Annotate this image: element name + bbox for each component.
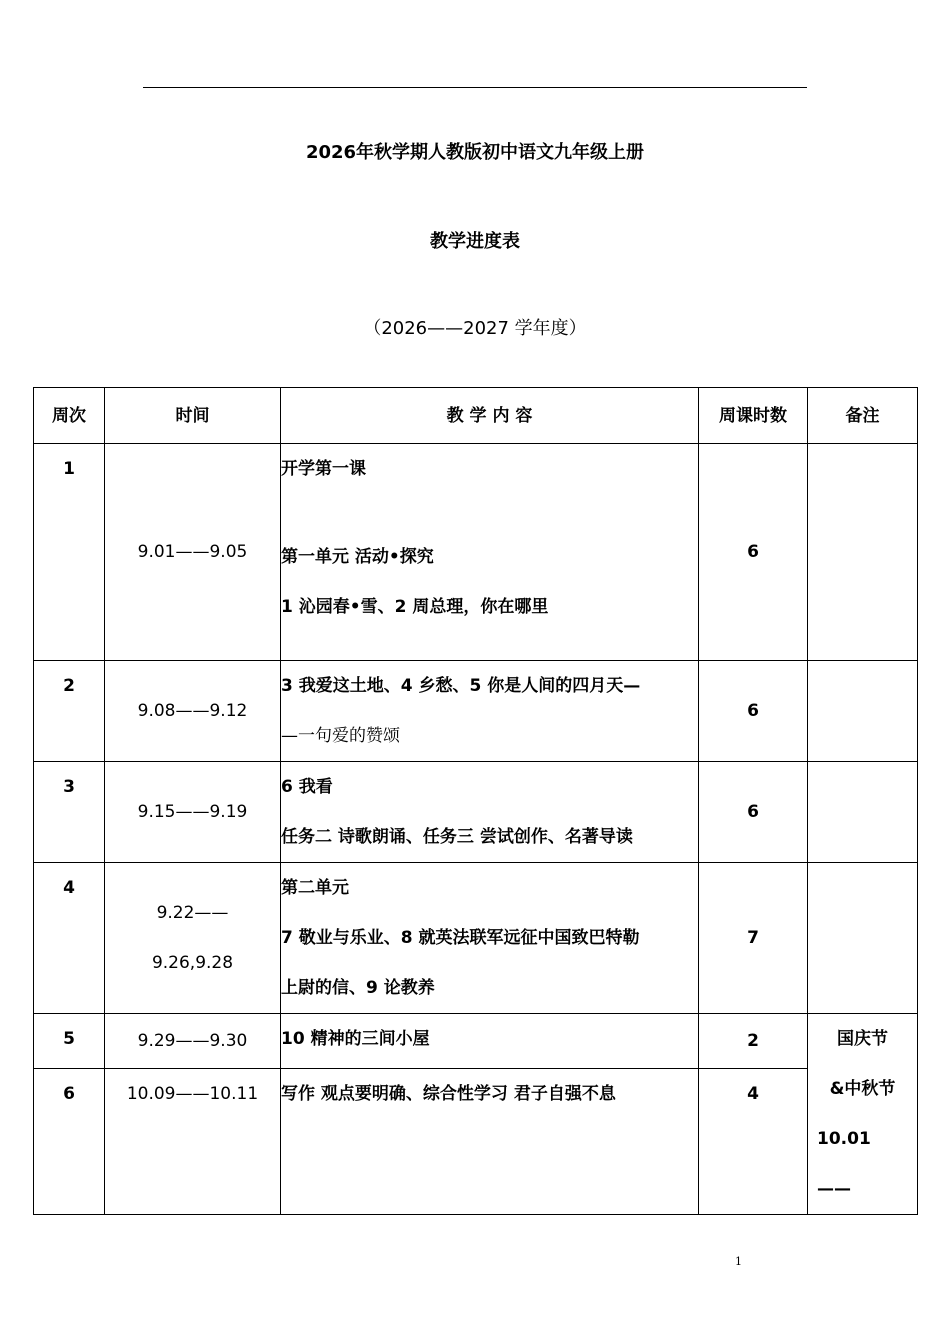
- content-line: 上尉的信、9 论教养: [281, 978, 435, 998]
- time-line: 9.22——: [156, 903, 229, 923]
- document-subtitle: 教学进度表: [430, 231, 520, 252]
- holiday-note-line: &中秋节: [829, 1079, 896, 1099]
- page-number: 1: [735, 1255, 742, 1268]
- weekly-hours: 7: [699, 863, 808, 1014]
- teaching-content: [281, 444, 699, 661]
- week-number: 2: [34, 661, 105, 762]
- header-hours: 周课时数: [699, 388, 808, 444]
- holiday-note-line: ——: [817, 1179, 851, 1199]
- time-range: 9.01——9.05: [105, 444, 281, 661]
- table-row: [34, 1068, 918, 1214]
- weekly-hours: 6: [699, 661, 808, 762]
- time-range: 9.08——9.12: [105, 661, 281, 762]
- academic-year: （2026——2027 学年度）: [363, 318, 587, 339]
- content-line: 1 沁园春•雪、2 周总理，你在哪里: [281, 597, 549, 617]
- content-line: 写作 观点要明确、综合性学习 君子自强不息: [281, 1083, 616, 1104]
- content-line: 第一单元 活动•探究: [281, 547, 434, 567]
- header-rule: [143, 87, 807, 88]
- week-number: 1: [34, 444, 105, 661]
- notes-cell: [808, 661, 918, 762]
- teaching-content: [281, 661, 699, 762]
- table-row: [34, 1014, 918, 1069]
- table-row: [34, 444, 918, 661]
- content-line: 第二单元: [281, 878, 349, 898]
- notes-cell: [808, 863, 918, 1014]
- schedule-table: [33, 387, 918, 1215]
- table-header-row: [34, 388, 918, 444]
- time-range: [105, 863, 281, 1014]
- time-range: 9.15——9.19: [105, 762, 281, 863]
- content-line: 任务二 诗歌朗诵、任务三 尝试创作、名著导读: [281, 827, 633, 847]
- holiday-note: [808, 1014, 918, 1215]
- teaching-content: [281, 1068, 699, 1214]
- table-row: [34, 661, 918, 762]
- header-time: 时间: [105, 388, 281, 444]
- holiday-note-line: 国庆节: [837, 1029, 888, 1049]
- content-line: 3 我爱这土地、4 乡愁、5 你是人间的四月天—: [281, 676, 641, 696]
- teaching-content: [281, 762, 699, 863]
- header-notes: 备注: [808, 388, 918, 444]
- week-number: 6: [34, 1068, 105, 1214]
- table-row: [34, 762, 918, 863]
- teaching-content: [281, 863, 699, 1014]
- time-range: 10.09——10.11: [105, 1068, 281, 1214]
- teaching-content: [281, 1014, 699, 1069]
- week-number: 3: [34, 762, 105, 863]
- weekly-hours: 2: [699, 1014, 808, 1069]
- time-line: 9.26,9.28: [151, 953, 234, 973]
- content-line: 开学第一课: [281, 459, 366, 479]
- header-week: 周次: [34, 388, 105, 444]
- holiday-note-line: 10.01: [817, 1129, 871, 1149]
- weekly-hours: 4: [699, 1068, 808, 1214]
- notes-cell: [808, 762, 918, 863]
- content-line: 6 我看: [281, 777, 333, 797]
- content-line: 10 精神的三间小屋: [281, 1029, 430, 1049]
- weekly-hours: 6: [699, 762, 808, 863]
- document-title: 2026年秋学期人教版初中语文九年级上册: [305, 142, 645, 163]
- week-number: 5: [34, 1014, 105, 1069]
- table-row: [34, 863, 918, 1014]
- time-range: 9.29——9.30: [105, 1014, 281, 1069]
- content-line: 7 敬业与乐业、8 就英法联军远征中国致巴特勒: [281, 928, 640, 948]
- weekly-hours: 6: [699, 444, 808, 661]
- notes-cell: [808, 444, 918, 661]
- content-line: —一句爱的赞颂: [281, 726, 400, 746]
- week-number: 4: [34, 863, 105, 1014]
- header-content: 教 学 内 容: [281, 388, 699, 444]
